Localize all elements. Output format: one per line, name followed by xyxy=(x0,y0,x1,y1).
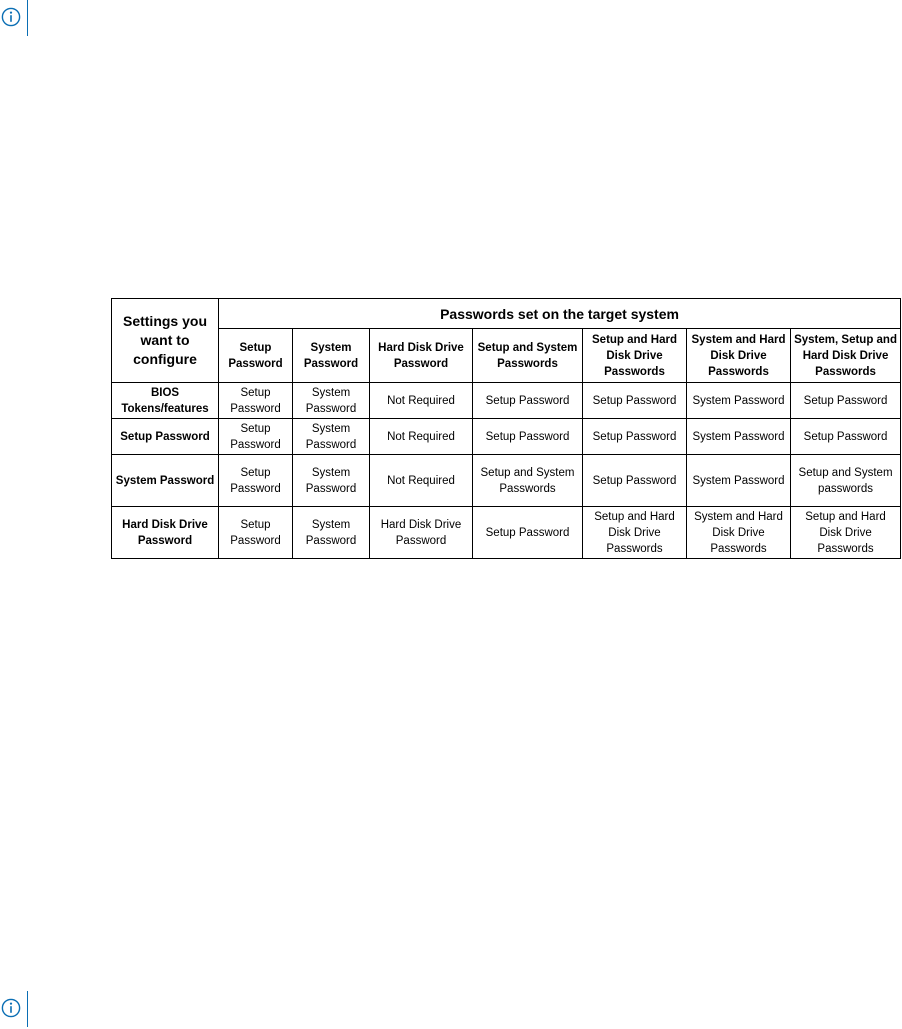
table-cell: Setup and Hard Disk Drive Passwords xyxy=(791,507,901,559)
table-cell: Setup Password xyxy=(219,383,293,419)
table-cell: System Password xyxy=(687,383,791,419)
table-cell: Setup Password xyxy=(791,419,901,455)
table-cell: System Password xyxy=(293,455,370,507)
table-row xyxy=(112,419,901,455)
group-header: Passwords set on the target system xyxy=(219,299,901,329)
table-row xyxy=(112,383,901,419)
table-cell: Setup Password xyxy=(219,419,293,455)
password-settings-table xyxy=(111,298,901,559)
row-header: Hard Disk Drive Password xyxy=(112,507,219,559)
info-icon xyxy=(1,7,21,27)
info-icon xyxy=(1,998,21,1018)
table-cell: Setup Password xyxy=(583,419,687,455)
table-cell: Setup Password xyxy=(473,507,583,559)
row-header: Setup Password xyxy=(112,419,219,455)
table-cell: Setup and Hard Disk Drive Passwords xyxy=(583,507,687,559)
row-header: BIOS Tokens/features xyxy=(112,383,219,419)
table-cell: Setup Password xyxy=(473,419,583,455)
table-cell: System Password xyxy=(293,419,370,455)
table-cell: System Password xyxy=(293,383,370,419)
column-header: Setup and System Passwords xyxy=(473,329,583,383)
column-header: Hard Disk Drive Password xyxy=(370,329,473,383)
note-bar xyxy=(27,0,28,36)
table-cell: Not Required xyxy=(370,419,473,455)
column-header: Setup and Hard Disk Drive Passwords xyxy=(583,329,687,383)
table-cell: Setup Password xyxy=(583,455,687,507)
table-cell: System Password xyxy=(687,419,791,455)
column-header: System Password xyxy=(293,329,370,383)
note-marker-bottom xyxy=(0,991,32,1027)
corner-header: Settings you want to configure xyxy=(112,299,219,383)
table-cell: Setup Password xyxy=(219,507,293,559)
table-cell: Setup and System passwords xyxy=(791,455,901,507)
table-cell: Setup Password xyxy=(219,455,293,507)
table-cell: Setup Password xyxy=(473,383,583,419)
table-cell: System and Hard Disk Drive Passwords xyxy=(687,507,791,559)
column-header: Setup Password xyxy=(219,329,293,383)
row-header: System Password xyxy=(112,455,219,507)
table-cell: Setup Password xyxy=(583,383,687,419)
column-header: System, Setup and Hard Disk Drive Passwords xyxy=(791,329,901,383)
table-cell: Not Required xyxy=(370,455,473,507)
table-cell: Not Required xyxy=(370,383,473,419)
column-header: System and Hard Disk Drive Passwords xyxy=(687,329,791,383)
table-cell: System Password xyxy=(687,455,791,507)
table-cell: Hard Disk Drive Password xyxy=(370,507,473,559)
note-bar xyxy=(27,991,28,1027)
note-marker-top xyxy=(0,0,32,36)
table-row xyxy=(112,455,901,507)
table-cell: System Password xyxy=(293,507,370,559)
table-cell: Setup and System Passwords xyxy=(473,455,583,507)
table-row xyxy=(112,507,901,559)
table-cell: Setup Password xyxy=(791,383,901,419)
